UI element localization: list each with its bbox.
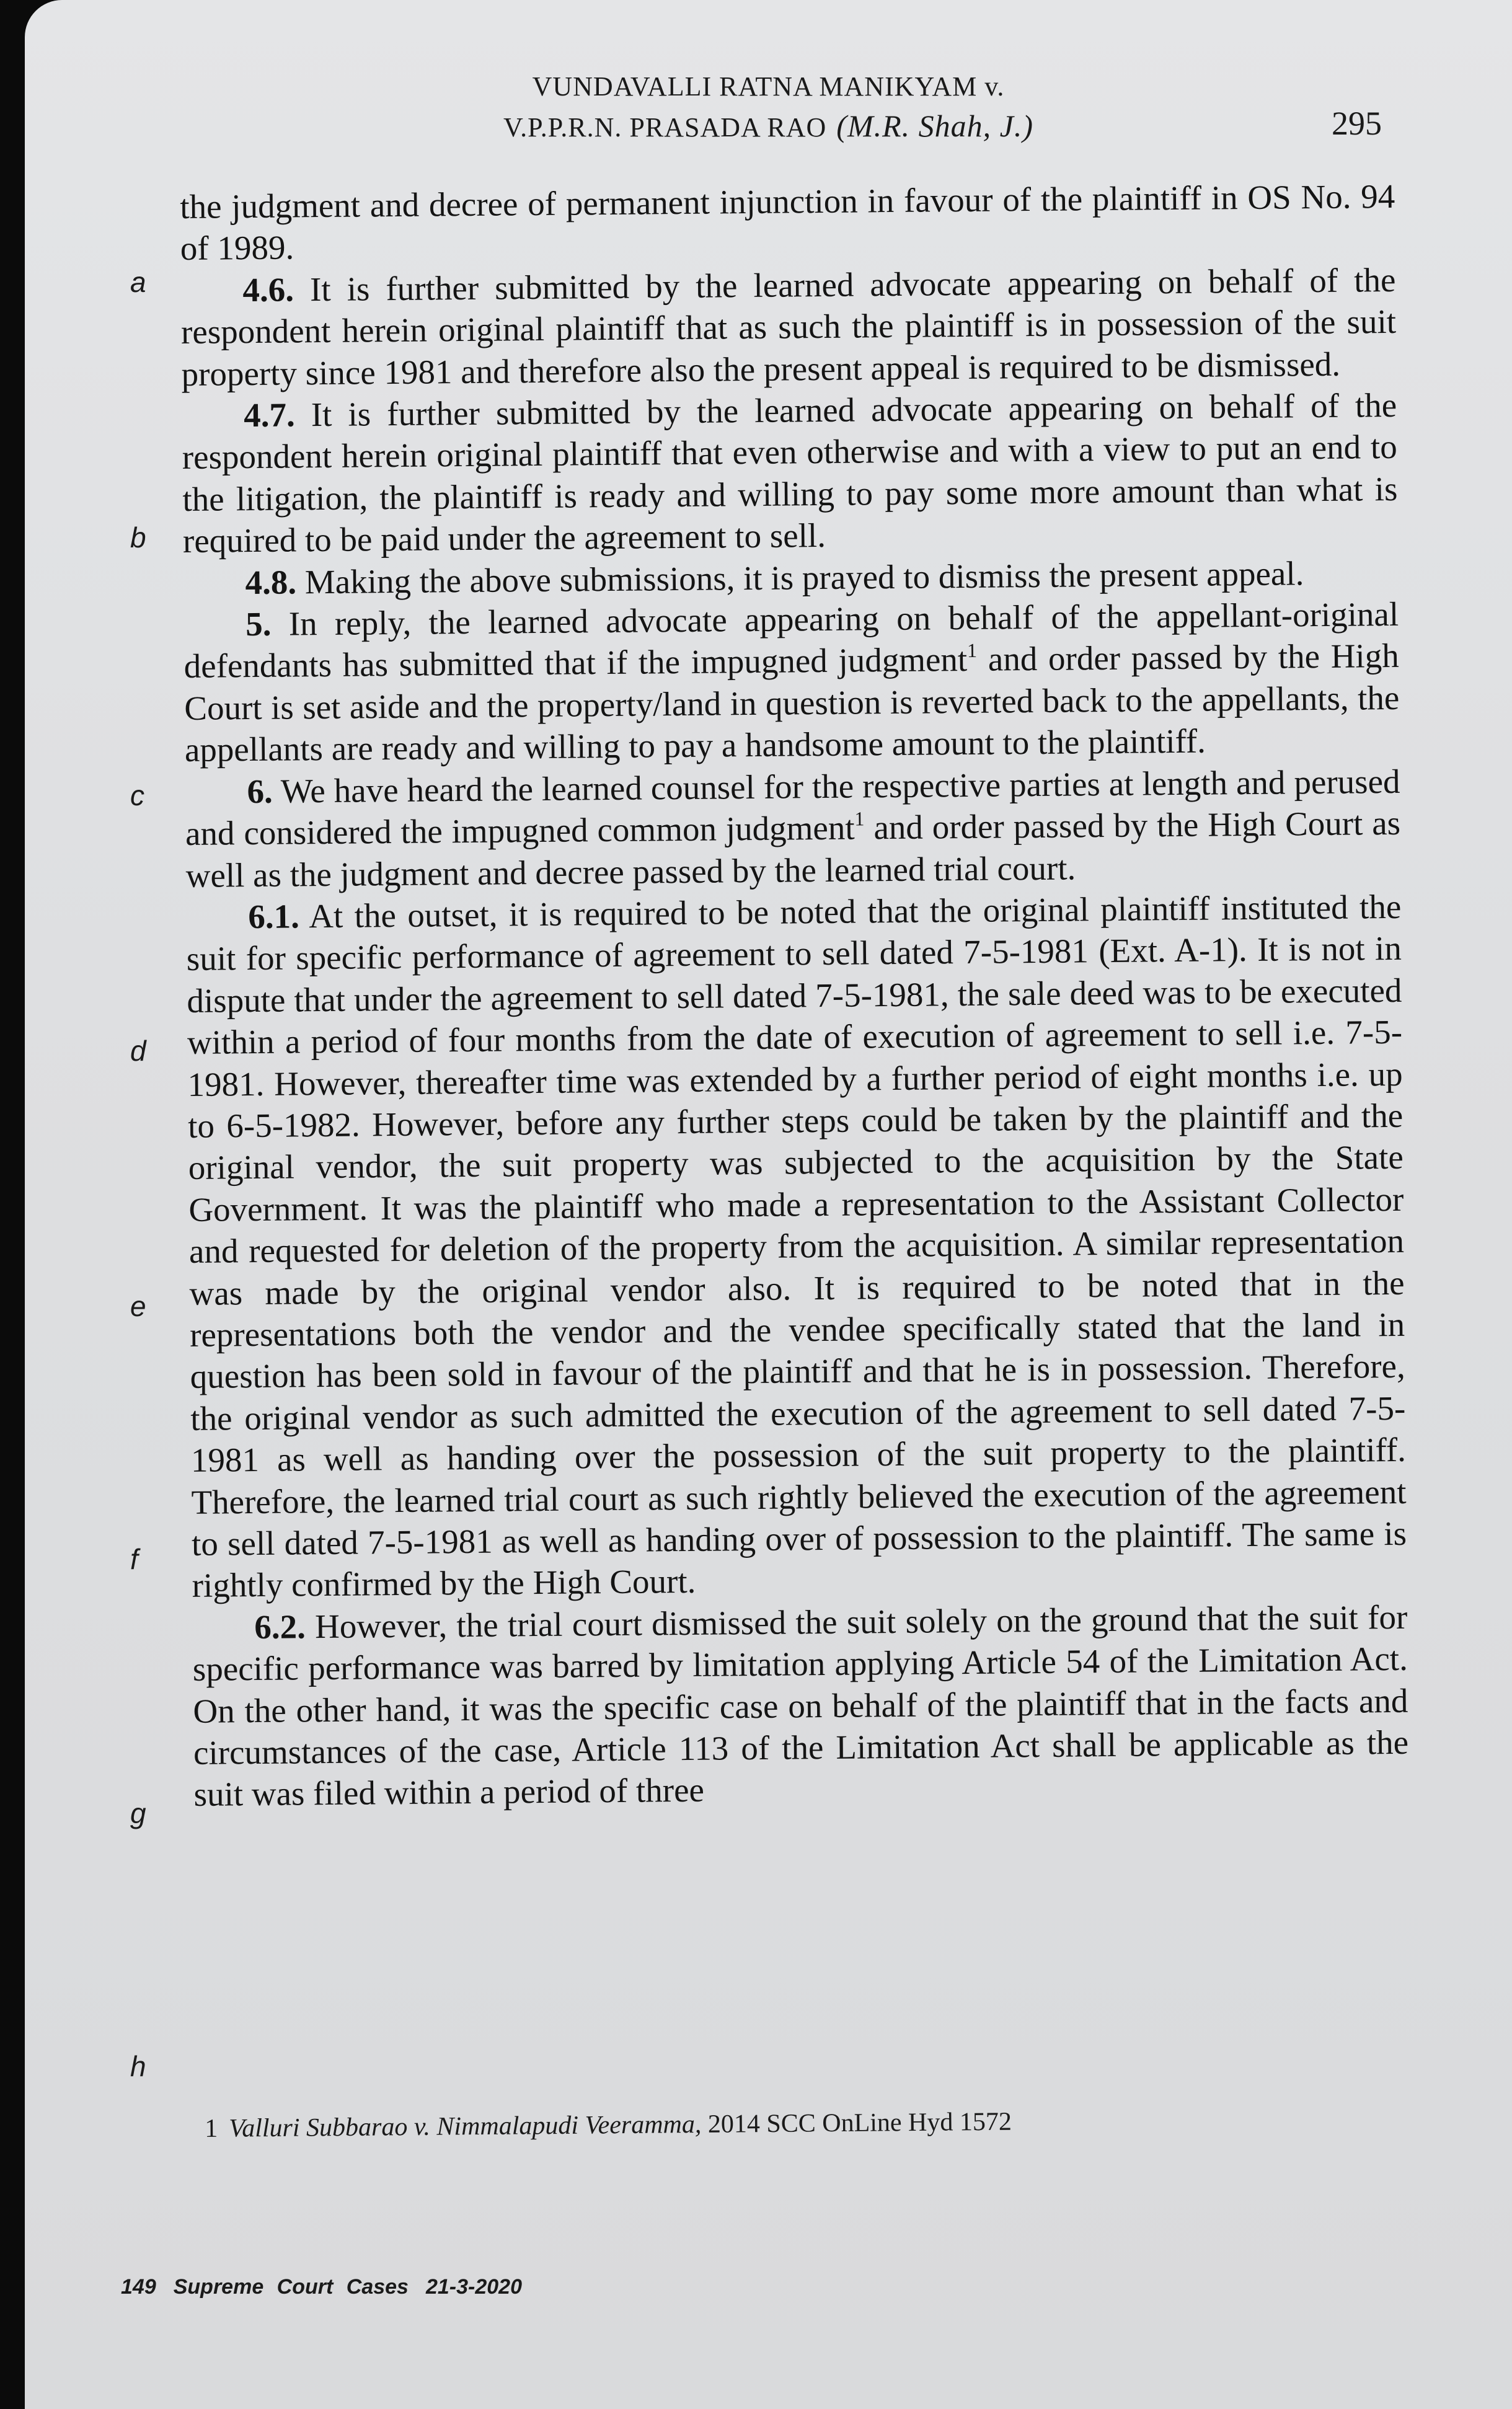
footnote-citation: 2014 SCC OnLine Hyd 1572 (707, 2107, 1012, 2139)
paragraph-text: In reply, the learned advocate appearing on behalf of the appellant-original defendants has submitted that if the impugned judgment (183, 595, 1399, 686)
header-case-title-line2 (25, 105, 1512, 148)
margin-letter-c: c (130, 779, 144, 811)
paragraph-5 (183, 593, 1400, 771)
footer-volume: 149 (121, 2275, 156, 2299)
paragraph-text-continued: and order passed by the High Court as well as the judgment and decree passed by the learned trial court. (185, 803, 1401, 895)
paragraph-6-2 (192, 1596, 1409, 1816)
margin-letter-g: g (130, 1797, 146, 1829)
paragraph-4-6 (180, 259, 1397, 395)
margin-letter-h: h (130, 2050, 146, 2082)
footnote (205, 2107, 1012, 2144)
document-page (25, 0, 1512, 2409)
header-case-title-respondent: V.P.P.R.N. PRASADA RAO (503, 112, 827, 143)
footnote-reference: 1 (966, 639, 978, 662)
margin-letter-a: a (130, 266, 146, 298)
margin-letter-e: e (130, 1290, 146, 1322)
paragraph-number: 6.2. (254, 1607, 306, 1646)
paragraph-text-continued: and order passed by the High Court is set aside and the property/land in question is reverted back to the appellants, the appellants are ready and willing to pay a handsome amount to the plaintiff. (184, 637, 1400, 769)
footer-reporter: Supreme Court Cases (173, 2275, 409, 2299)
paragraph-4-7 (182, 384, 1398, 562)
paragraph-text: Making the above submissions, it is prayed to dismiss the present appeal. (304, 554, 1304, 601)
margin-letter-d: d (130, 1035, 146, 1067)
paragraph-text: At the outset, it is required to be noted that the original plaintiff instituted the suit for specific performance of agreement to sell dated 7-5-1981 (Ext. A-1). It is not in dispute that under the agreement to sell dated 7-5-1981, the sale deed was to be executed within a period of four months from the date of execution of agreement to sell i.e. 7-5-1981. However, thereafter time was extended by a further period of eight months i.e. up to 6-5-1982. However, before any further steps could be taken by the plaintiff and the original vendor, the suit property was subjected to the acquisition by the State Government. It was the plaintiff who made a representation to the Assistant Collector and requested for deletion of the property from the acquisition. A similar representation was made by the original vendor also. It is required to be noted that in the representations both the vendor and the vendee specifically stated that the land in question has been sold in favour of the plaintiff and that he is in possession. Therefore, the original vendor as such admitted the execution of the agreement to sell dated 7-5-1981 as well as handing over the possession of the suit property to the plaintiff. Therefore, the learned trial court as such rightly believed the execution of the agreement to sell dated 7-5-1981 as well as handing over of possession to the plaintiff. The same is rightly confirmed by the High Court. (186, 887, 1407, 1605)
margin-letter-b: b (130, 521, 146, 554)
paragraph-number: 4.8. (245, 563, 297, 601)
paragraph-text: the judgment and decree of permanent injunction in favour of the plaintiff in OS No. 94 of 1989. (180, 177, 1395, 268)
header-judge: (M.R. Shah, J.) (836, 108, 1033, 143)
margin-letter-f: f (130, 1543, 138, 1575)
paragraph-text: We have heard the learned counsel for the respective parties at length and perused and considered the impugned common judgment (185, 762, 1400, 853)
paragraph-text: It is further submitted by the learned advocate appearing on behalf of the respondent herein original plaintiff that even otherwise and with a view to put an end to the litigation, the plaintiff is ready and willing to pay some more amount than what is required to be paid under the agreement to sell. (182, 386, 1398, 560)
paragraph-number: 5. (245, 604, 272, 643)
page-footer (121, 2275, 539, 2299)
footer-date: 21-3-2020 (425, 2275, 522, 2299)
footnote-reference: 1 (854, 807, 865, 830)
judgment-body (180, 175, 1409, 1816)
header-case-title-line1: VUNDAVALLI RATNA MANIKYAM v. (532, 71, 1005, 102)
paragraph-text: However, the trial court dismissed the suit solely on the ground that the suit for specific performance was barred by limitation applying Article 54 of the Limitation Act. On the other hand, it was the specific case on behalf of the plaintiff that in the facts and circumstances of the case, Article 113 of the Limitation Act shall be applicable as the suit was filed within a period of three (192, 1598, 1409, 1814)
running-header (25, 68, 1512, 148)
paragraph-text: It is further submitted by the learned advocate appearing on behalf of the respondent herein original plaintiff that as such the plaintiff is in possession of the suit property since 1981 and therefore also the present appeal is required to be dismissed. (180, 260, 1397, 393)
paragraph-number: 4.7. (243, 396, 295, 435)
paragraph-number: 4.6. (242, 270, 294, 309)
paragraph-continuation (180, 175, 1395, 270)
paragraph-6 (185, 761, 1401, 896)
paragraph-6-1 (186, 886, 1407, 1607)
footnote-case-name: Valluri Subbarao v. Nimmalapudi Veeramma, (229, 2110, 702, 2143)
paragraph-number: 6. (247, 772, 273, 810)
footnote-number: 1 (205, 2114, 218, 2143)
paragraph-number: 6.1. (248, 897, 300, 935)
page-number: 295 (1332, 105, 1382, 142)
